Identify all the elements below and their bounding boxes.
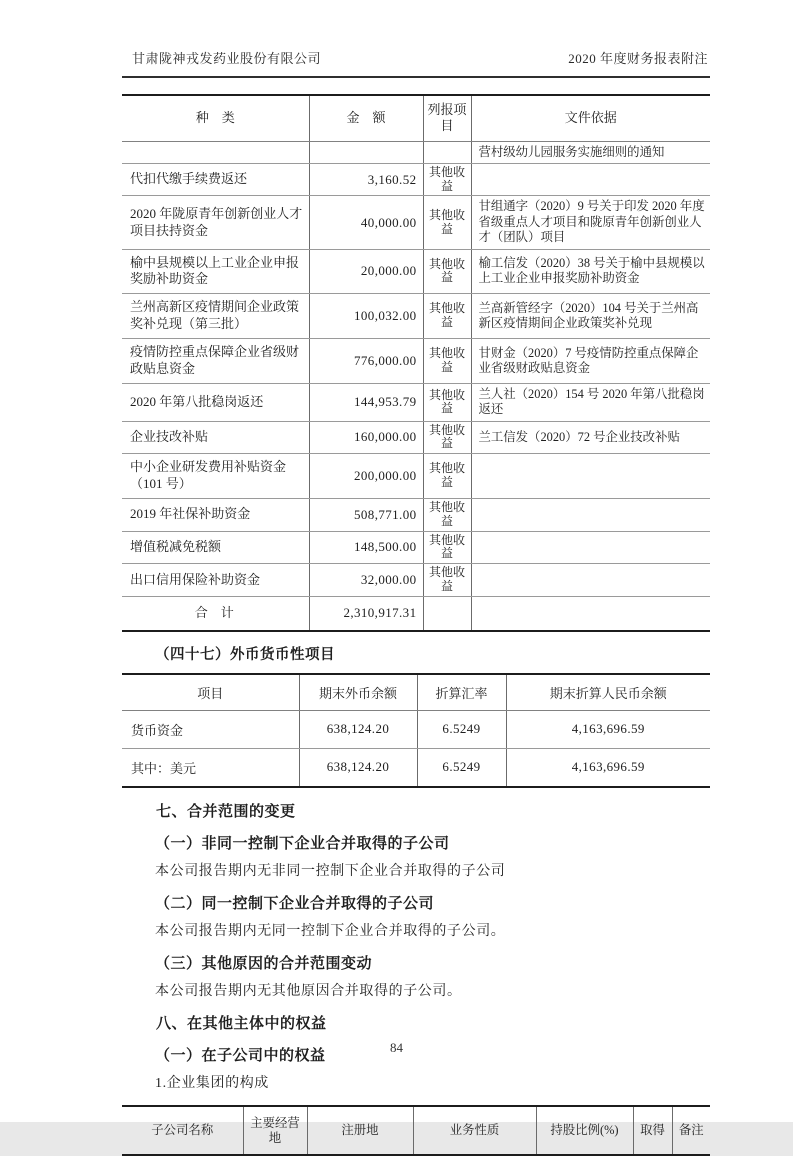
cell-type: 代扣代缴手续费返还 [122,163,309,196]
cell-basis [471,596,710,630]
cell-type: 出口信用保险补助资金 [122,564,309,597]
cell-type: 2019 年社保补助资金 [122,499,309,532]
cell-amount: 200,000.00 [309,454,423,499]
cell-type: 榆中县规模以上工业企业申报奖励补助资金 [122,249,309,294]
cell-basis [471,454,710,499]
cell-item: 其他收益 [423,499,471,532]
cell-fx-rate: 6.5249 [417,710,506,748]
subsidy-table [122,94,710,632]
cell-basis: 兰工信发（2020）72 号企业技改补贴 [471,421,710,454]
table-row [122,383,710,421]
cell-amount: 3,160.52 [309,163,423,196]
table-row [122,196,710,249]
cell-basis [471,564,710,597]
table-row [122,454,710,499]
cell-type: 增值税减免税额 [122,531,309,564]
section-7-1-heading: （一）非同一控制下企业合并取得的子公司 [155,835,450,852]
cell-basis: 兰高新管经字（2020）104 号关于兰州高新区疫情期间企业政策奖补兑现 [471,294,710,339]
section-47-heading: （四十七）外币货币性项目 [155,646,335,663]
table-row [122,163,710,196]
cell-amount: 40,000.00 [309,196,423,249]
foreign-currency-table [122,673,710,788]
cell-basis [471,499,710,532]
col-header-type: 种 类 [122,95,309,141]
cell-total-amount: 2,310,917.31 [309,596,423,630]
col-header-shareholding: 持股比例(%) [536,1106,633,1156]
table-row [122,531,710,564]
cell-type: 疫情防控重点保障企业省级财政贴息资金 [122,339,309,384]
col-header-basis: 文件依据 [471,95,710,141]
table-row [122,421,710,454]
section-7-2-heading: （二）同一控制下企业合并取得的子公司 [155,895,435,912]
table-row [122,339,710,384]
col-header-registered-place: 注册地 [307,1106,413,1156]
col-header-rmb-balance: 期末折算人民币余额 [506,674,710,711]
cell-item [423,596,471,630]
cell-type: 企业技改补贴 [122,421,309,454]
col-header-main-place: 主要经营地 [243,1106,307,1156]
cell-amount: 32,000.00 [309,564,423,597]
page-number: 84 [390,1040,403,1055]
cell-item: 其他收益 [423,531,471,564]
cell-item: 其他收益 [423,564,471,597]
subsidy-header-row [122,95,710,141]
cell-item: 其他收益 [423,294,471,339]
cell-fx-balance: 638,124.20 [299,748,417,787]
cell-item [423,141,471,163]
cell-item: 其他收益 [423,421,471,454]
cell-type [122,141,309,163]
cell-item: 其他收益 [423,196,471,249]
col-header-item: 列报项目 [423,95,471,141]
cell-type: 兰州高新区疫情期间企业政策奖补兑现（第三批） [122,294,309,339]
cell-total-label: 合 计 [194,604,234,620]
section-8-title: 八、在其他主体中的权益 [156,1015,327,1032]
cell-basis: 营村级幼儿园服务实施细则的通知 [471,141,710,163]
col-header-remark: 备注 [672,1106,710,1156]
cell-basis [471,531,710,564]
col-header-project: 项目 [122,674,299,711]
table-row [122,141,710,163]
col-header-amount: 金 额 [309,95,423,141]
page-content [122,48,710,1156]
table-row [122,499,710,532]
table-row [122,294,710,339]
cell-item: 其他收益 [423,339,471,384]
section-7-3-body: 本公司报告期内无其他原因合并取得的子公司。 [155,983,462,999]
table-row [122,564,710,597]
cell-fx-item: 货币资金 [122,710,299,748]
table-row [122,249,710,294]
cell-basis [471,163,710,196]
col-header-subsidiary-name: 子公司名称 [151,1123,214,1138]
section-8-1-item: 1.企业集团的构成 [155,1075,269,1091]
col-header-business-nature: 业务性质 [413,1106,536,1156]
section-8-1-heading: （一）在子公司中的权益 [155,1047,326,1064]
cell-amount: 776,000.00 [309,339,423,384]
cell-fx-rmb: 4,163,696.59 [506,748,710,787]
col-header-fx-balance: 期末外币余额 [299,674,417,711]
cell-basis: 甘组通字（2020）9 号关于印发 2020 年度省级重点人才项目和陇原青年创新创业人才（团队）项目 [471,196,710,249]
subsidiary-table [122,1105,710,1156]
cell-type: 2020 年第八批稳岗返还 [122,383,309,421]
col-header-acquired: 取得 [633,1106,672,1156]
section-7-title: 七、合并范围的变更 [156,803,296,820]
cell-type: 中小企业研发费用补贴资金（101 号） [122,454,309,499]
cell-fx-item: 其中：美元 [131,760,197,776]
section-7-2-body: 本公司报告期内无同一控制下企业合并取得的子公司。 [155,923,506,939]
section-7-3-heading: （三）其他原因的合并范围变动 [155,955,373,972]
cell-amount: 100,032.00 [309,294,423,339]
table-row [122,710,710,748]
cell-item: 其他收益 [423,249,471,294]
cell-item: 其他收益 [423,383,471,421]
running-header [122,48,710,78]
cell-amount: 148,500.00 [309,531,423,564]
section-7-1-body: 本公司报告期内无非同一控制下企业合并取得的子公司 [155,863,506,879]
cell-basis: 甘财金（2020）7 号疫情防控重点保障企业省级财政贴息资金 [471,339,710,384]
fx-header-row [122,674,710,711]
company-name: 甘肃陇神戎发药业股份有限公司 [132,51,322,66]
cell-amount: 160,000.00 [309,421,423,454]
cell-fx-rmb: 4,163,696.59 [506,710,710,748]
cell-basis: 榆工信发（2020）38 号关于榆中县规模以上工业企业申报奖励补助资金 [471,249,710,294]
table-row [122,748,710,787]
subsidiary-header-row [122,1106,710,1156]
cell-fx-balance: 638,124.20 [299,710,417,748]
cell-basis: 兰人社（2020）154 号 2020 年第八批稳岗返还 [471,383,710,421]
cell-amount: 508,771.00 [309,499,423,532]
cell-amount: 144,953.79 [309,383,423,421]
cell-fx-rate: 6.5249 [417,748,506,787]
cell-item: 其他收益 [423,163,471,196]
document-title: 2020 年度财务报表附注 [568,51,708,66]
cell-amount: 20,000.00 [309,249,423,294]
cell-type: 2020 年陇原青年创新创业人才项目扶持资金 [122,196,309,249]
cell-amount [309,141,423,163]
cell-item: 其他收益 [423,454,471,499]
col-header-rate: 折算汇率 [417,674,506,711]
total-row [122,596,710,630]
